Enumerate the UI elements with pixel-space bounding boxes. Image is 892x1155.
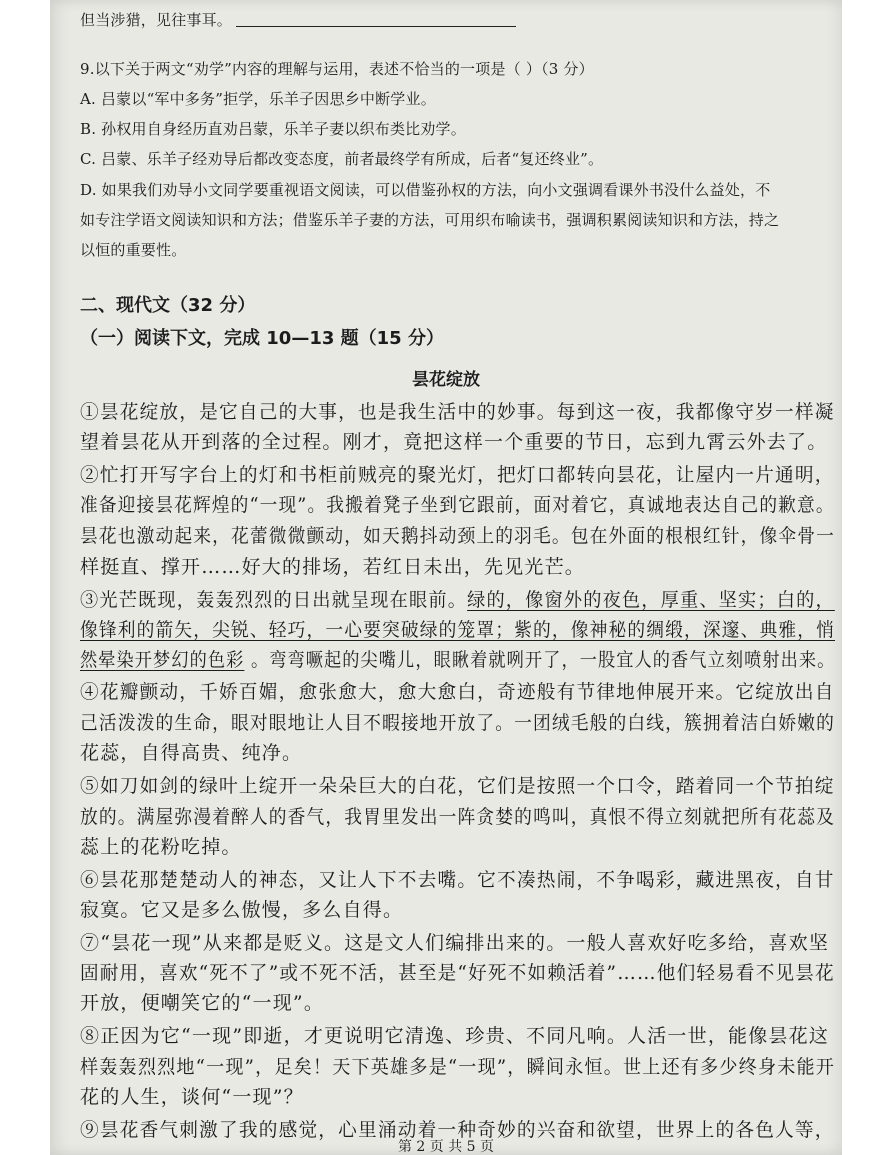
paragraph-6-line-2: 寂寞。它又是多么傲慢，多么自得。 (80, 899, 404, 921)
paragraph-3-line-2-underlined: 像锋利的箭矢，尖锐、轻巧，一心要突破绿的笼罩；紫的，像神秘的绸缎，深邃、典雅，悄 (80, 619, 836, 641)
paragraph-9-line-1: ⑨昙花香气刺激了我的感觉，心里涌动着一种奇妙的兴奋和欲望，世界上的各色人等， (80, 1119, 835, 1141)
paragraph-2-line-3: 昙花也激动起来，花蕾微微颤动，如天鹅抖动颈上的羽毛。包在外面的根根红针，像伞骨一 (80, 525, 836, 547)
article-title: 昙花绽放 (412, 370, 480, 390)
paragraph-4-line-1: ④花瓣颤动，千娇百媚，愈张愈大，愈大愈白，奇迹般有节律地伸展开来。它绽放出自 (80, 681, 835, 703)
paragraph-7-line-1: ⑦“昙花一现”从来都是贬义。这是文人们编排出来的。一般人喜欢好吃多给，喜欢坚 (80, 932, 830, 954)
paragraph-8-line-1: ⑧正因为它“一现”即逝，才更说明它清逸、珍贵、不同凡响。人活一世，能像昙花这 (80, 1025, 830, 1047)
paragraph-3-line-3 (80, 645, 835, 672)
option-b: B. 孙权用自身经历直劝吕蒙，乐羊子妻以织布类比劝学。 (80, 120, 466, 138)
paragraph-3-lead: ③光芒既现，轰轰烈烈的日出就呈现在眼前。 (80, 589, 468, 611)
paragraph-5-line-1: ⑤如刀如剑的绿叶上绽开一朵朵巨大的白花，它们是按照一个口令，踏着同一个节拍绽 (80, 775, 835, 797)
option-d-line-1: D. 如果我们劝导小文同学要重视语文阅读，可以借鉴孙权的方法，向小文强调看课外书没什么益处，不 (80, 181, 771, 199)
quoted-text: 但当涉猎，见往事耳。 (80, 11, 233, 29)
question-9-stem: 9.以下关于两文“劝学”内容的理解与运用，表述不恰当的一项是（ ）（3 分） (80, 60, 594, 78)
underlined-sentence: 绿的，像窗外的夜色，厚重、坚实；白的， (467, 589, 835, 611)
exam-page (50, 0, 842, 1155)
paragraph-1-line-2: 望着昙花从开到落的全过程。刚才，竟把这样一个重要的节日，忘到九霄云外去了。 (80, 431, 828, 453)
paragraph-4-line-2: 己活泼泼的生命，眼对眼地让人目不暇接地开放了。一团绒毛般的白线，簇拥着洁白娇嫩的 (80, 712, 836, 734)
paragraph-7-line-2: 固耐用，喜欢“死不了”或不死不活，甚至是“好死不如赖活着”……他们轻易看不见昙花 (80, 962, 835, 984)
paragraph-8-line-3: 花的人生，谈何“一现”？ (80, 1086, 304, 1108)
page-number: 第 2 页 共 5 页 (397, 1139, 495, 1155)
paragraph-1-line-1: ①昙花绽放，是它自己的大事，也是我生活中的妙事。每到这一夜，我都像守岁一样凝 (80, 401, 835, 423)
paragraph-5-line-2: 放的。满屋弥漫着醉人的香气，我胃里发出一阵贪婪的鸣叫，真恨不得立刻就把所有花蕊及 (80, 806, 836, 828)
paragraph-8-line-2: 样轰轰烈烈地“一现”，足矣！天下英雄多是“一现”，瞬间永恒。世上还有多少终身未能开 (80, 1056, 836, 1078)
paragraph-2-line-4: 样挺直、撑开……好大的排场，若红日未出，先见光芒。 (80, 556, 586, 578)
option-d-line-2: 如专注学语文阅读知识和方法；借鉴乐羊子妻的方法，可用织布喻读书，强调积累阅读知识和方法，持之 (80, 211, 780, 229)
question-8-answer-line (80, 9, 516, 30)
paragraph-3-tail: 。弯弯噘起的尖嘴儿，眼瞅着就咧开了，一股宜人的香气立刻喷射出来。 (244, 649, 836, 671)
sub-heading: （一）阅读下文，完成 10—13 题（15 分） (80, 328, 444, 349)
paragraph-2-line-1: ②忙打开写字台上的灯和书柜前贼亮的聚光灯，把灯口都转向昙花，让屋内一片通明， (80, 464, 835, 486)
underlined-sentence-end: 然晕染开梦幻的色彩 (80, 649, 245, 671)
paragraph-3-line-1 (80, 585, 835, 612)
section-heading: 二、现代文（32 分） (80, 295, 256, 316)
paragraph-4-line-3: 花蕊，自得高贵、纯净。 (80, 742, 303, 764)
answer-blank (236, 12, 516, 27)
paragraph-6-line-1: ⑥昙花那楚楚动人的神态，又让人下不去嘴。它不凑热闹，不争喝彩，藏进黑夜，自甘 (80, 869, 835, 891)
paragraph-5-line-3: 蕊上的花粉吃掉。 (80, 836, 242, 858)
option-a: A. 吕蒙以“军中多务”拒学，乐羊子因思乡中断学业。 (80, 90, 436, 108)
paragraph-2-line-2: 准备迎接昙花辉煌的“一现”。我搬着凳子坐到它跟前，面对着它，真诚地表达自己的歉意。 (80, 494, 835, 516)
option-c: C. 吕蒙、乐羊子经劝导后都改变态度，前者最终学有所成，后者“复还终业”。 (80, 150, 604, 168)
option-d-line-3: 以恒的重要性。 (80, 241, 187, 259)
paragraph-7-line-3: 开放，便嘲笑它的“一现”。 (80, 992, 325, 1014)
